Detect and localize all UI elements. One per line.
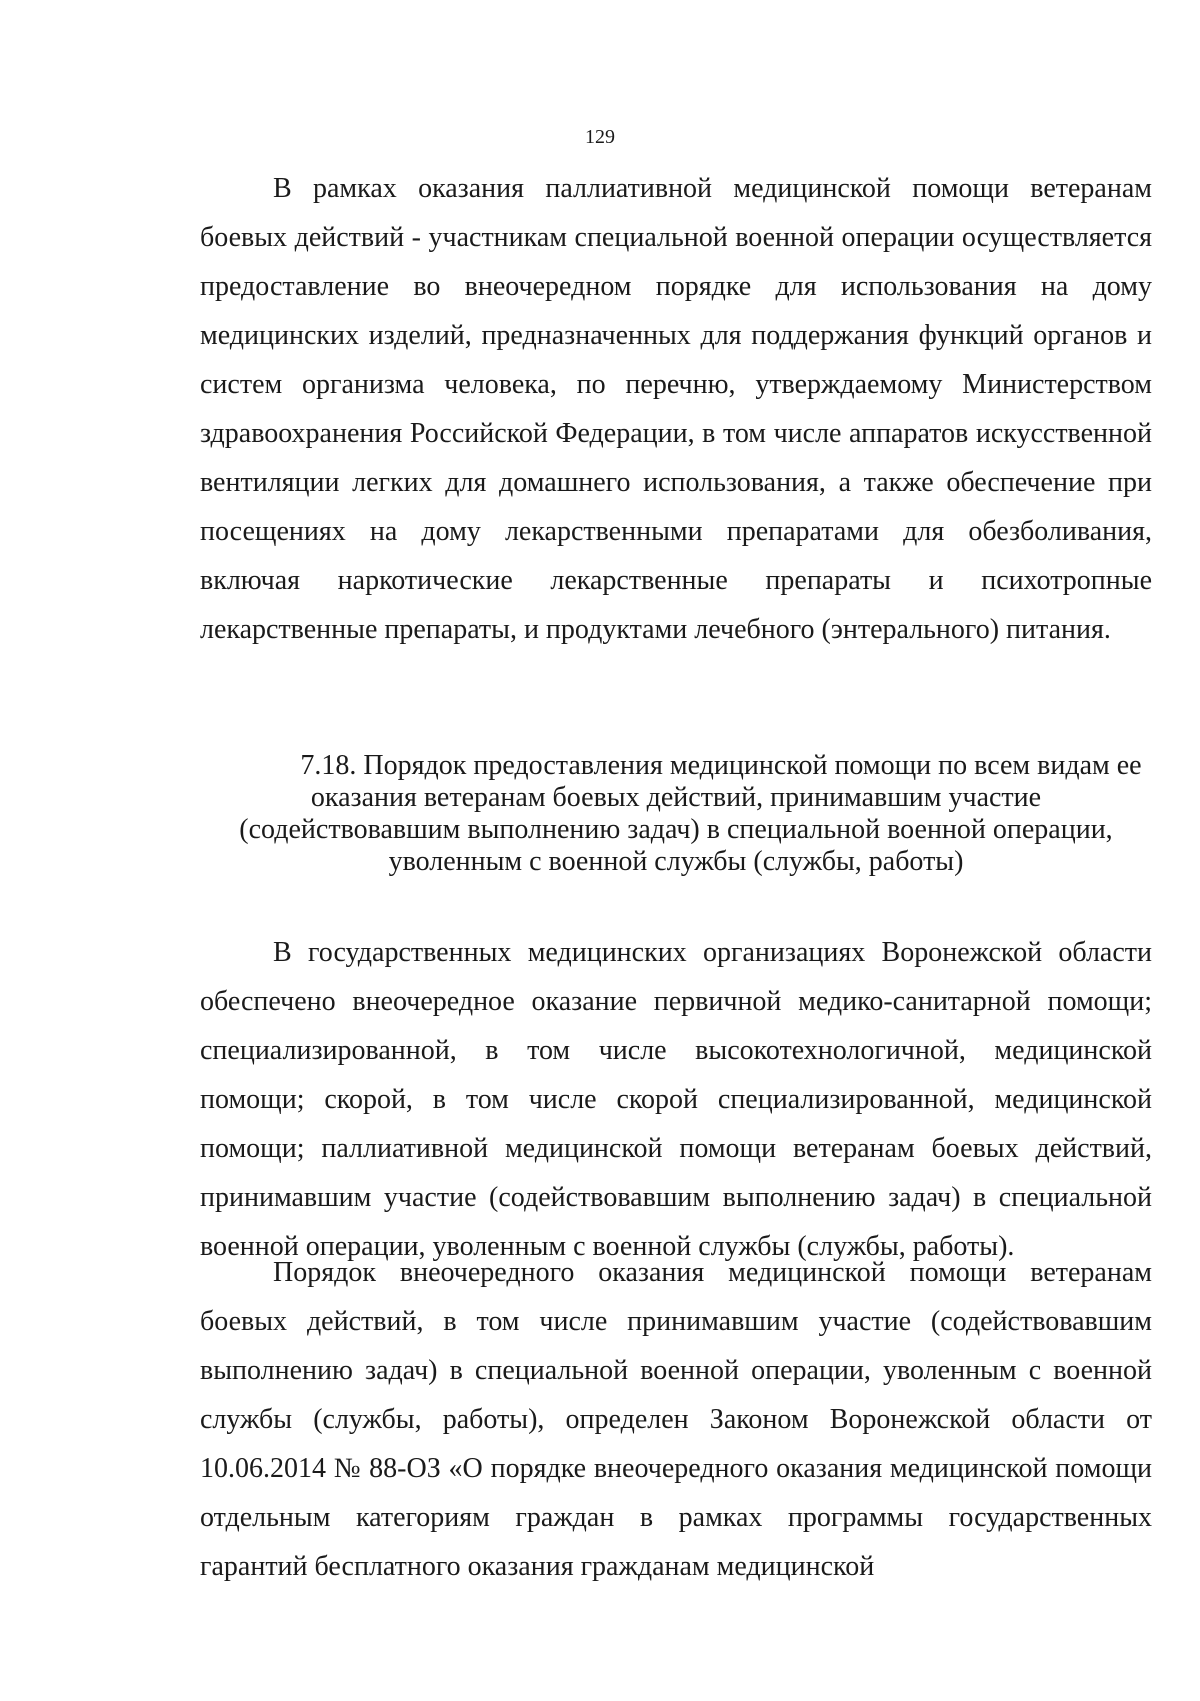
section-heading-line: оказания ветеранам боевых действий, принимавшим участие	[310, 782, 1042, 813]
paragraph-palliative-care: В рамках оказания паллиативной медицинской помощи ветеранам боевых действий - участникам специальной военной операции осуществляется предоставление во внеочередном порядке для использования на дому медицинских изделий, предназначенных для поддержания функций органов и систем организма человека, по перечню, утверждаемому Министерством здравоохранения Российской Федерации, в том числе аппаратов искусственной вентиляции легких для домашнего использования, а также обеспечение при посещениях на дому лекарственными препаратами для обезболивания, включая наркотические лекарственные препараты и психотропные лекарственные препараты, и продуктами лечебного (энтерального) питания.	[200, 173, 1152, 645]
paragraph-state-medical-organizations: В государственных медицинских организациях Воронежской области обеспечено внеочередное оказание первичной медико-санитарной помощи; специализированной, в том числе высокотехнологичной, медицинской помощи; скорой, в том числе скорой специализированной, медицинской помощи; паллиативной медицинской помощи ветеранам боевых действий, принимавшим участие (содействовавшим выполнению задач) в специальной военной операции, уволенным с военной службы (службы, работы).	[200, 937, 1152, 1262]
section-heading-line: (содействовавшим выполнению задач) в специальной военной операции,	[239, 814, 1113, 845]
section-heading-line: 7.18. Порядок предоставления медицинской помощи по всем видам ее	[300, 750, 1142, 781]
section-heading-7-18	[200, 750, 1152, 878]
paragraph-priority-care-procedure: Порядок внеочередного оказания медицинской помощи ветеранам боевых действий, в том числе принимавшим участие (содействовавшим выполнению задач) в специальной военной операции, уволенным с военной службы (службы, работы), определен Законом Воронежской области от 10.06.2014 № 88-ОЗ «О порядке внеочередного оказания медицинской помощи отдельным категориям граждан в рамках программы государственных гарантий бесплатного оказания гражданам медицинской	[200, 1257, 1152, 1582]
page-number: 129	[585, 126, 615, 148]
section-heading-line: уволенным с военной службы (службы, работы)	[388, 846, 964, 877]
